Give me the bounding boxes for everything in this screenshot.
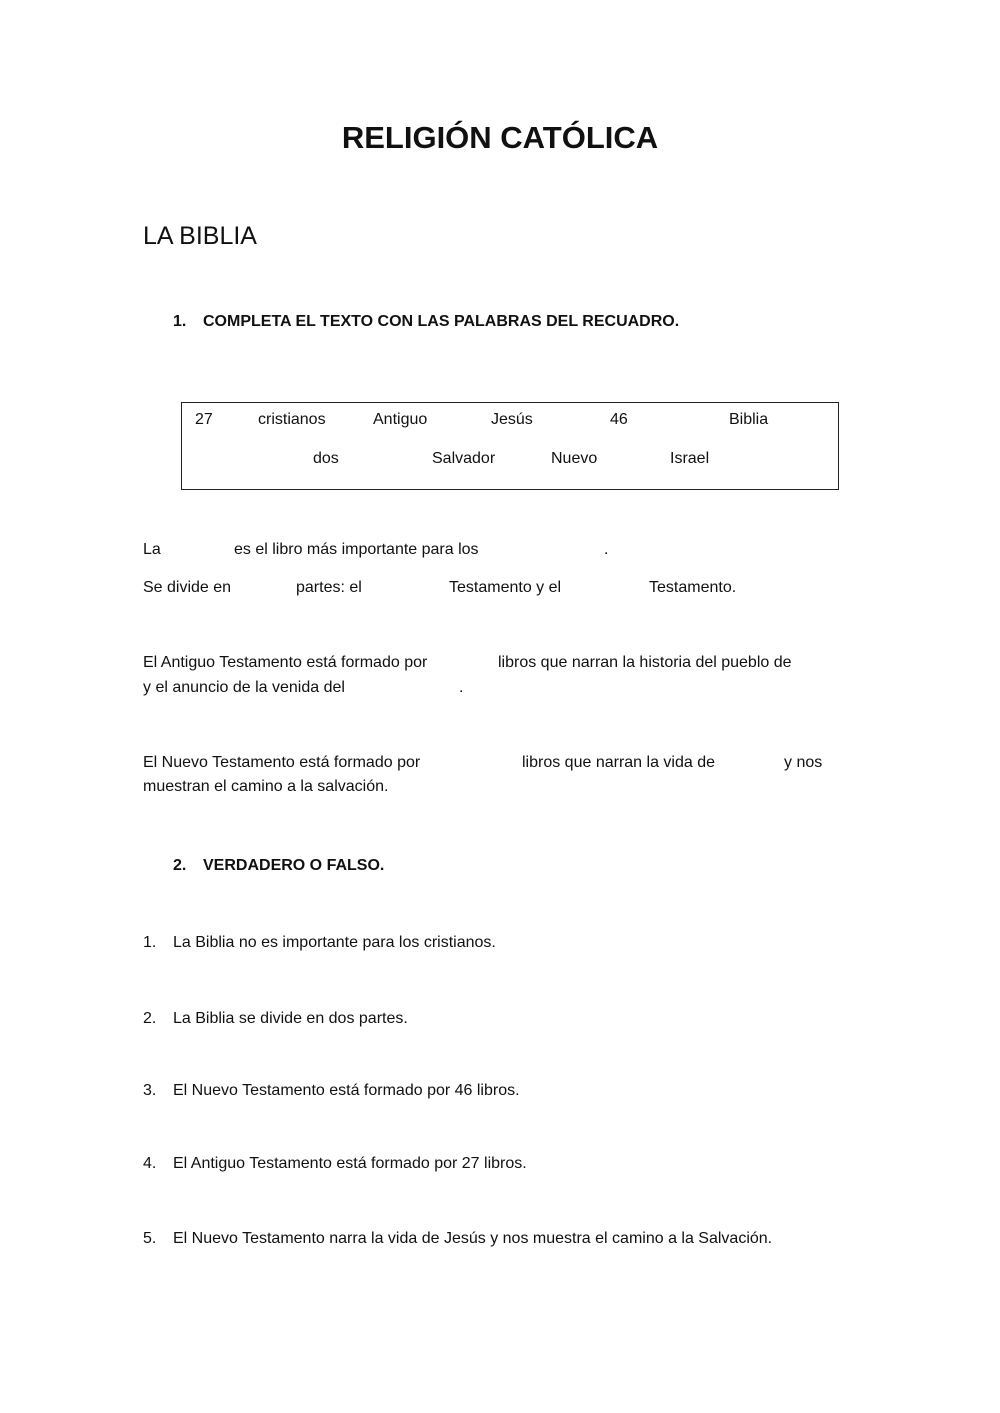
word-bank-item[interactable]: Jesús	[491, 411, 533, 428]
text-fragment: .	[459, 679, 464, 696]
list-item	[143, 1230, 772, 1248]
page-title: RELIGIÓN CATÓLICA	[341, 120, 659, 155]
word-bank-item[interactable]: Biblia	[729, 411, 769, 428]
list-item	[143, 1010, 408, 1028]
item-statement: La Biblia no es importante para los cristianos.	[173, 934, 496, 951]
word-bank-item[interactable]: Nuevo	[551, 450, 598, 467]
text-fragment: El Antiguo Testamento está formado por	[143, 654, 428, 671]
exercise-1-number: 1.	[173, 313, 187, 330]
section-title: LA BIBLIA	[143, 222, 257, 250]
list-item	[143, 1082, 520, 1100]
word-bank-item[interactable]: 27	[195, 411, 213, 428]
item-number: 5.	[143, 1230, 157, 1247]
word-bank-box	[181, 402, 839, 490]
exercise-2-heading-text: VERDADERO O FALSO.	[203, 857, 385, 874]
item-number: 2.	[143, 1010, 157, 1027]
item-number: 1.	[143, 934, 157, 951]
item-statement: La Biblia se divide en dos partes.	[173, 1010, 408, 1027]
word-bank-item[interactable]: Israel	[670, 450, 710, 467]
text-fragment: y nos	[784, 754, 823, 771]
list-item	[143, 1155, 527, 1173]
text-fragment: La	[143, 541, 161, 558]
exercise-1-heading-text: COMPLETA EL TEXTO CON LAS PALABRAS DEL RECUADRO.	[203, 313, 680, 330]
item-number: 4.	[143, 1155, 157, 1172]
text-fragment: Testamento y el	[449, 579, 562, 596]
list-item	[143, 934, 496, 952]
exercise-2-heading	[173, 857, 384, 875]
text-fragment: y el anuncio de la venida del	[143, 679, 345, 696]
word-bank-item[interactable]: dos	[313, 450, 339, 467]
text-fragment: Se divide en	[143, 579, 232, 596]
item-statement: El Antiguo Testamento está formado por 27 libros.	[173, 1155, 527, 1172]
item-statement: El Nuevo Testamento narra la vida de Jesús y nos muestra el camino a la Salvación.	[173, 1230, 773, 1247]
item-statement: El Nuevo Testamento está formado por 46 libros.	[173, 1082, 520, 1099]
word-bank-item[interactable]: Salvador	[432, 450, 496, 467]
text-fragment: es el libro más importante para los	[234, 541, 479, 558]
exercise-1-heading	[173, 313, 679, 331]
text-fragment: libros que narran la historia del pueblo de	[498, 654, 792, 671]
word-bank-item[interactable]: 46	[610, 411, 628, 428]
word-bank-item[interactable]: cristianos	[258, 411, 326, 428]
text-fragment: muestran el camino a la salvación.	[143, 778, 389, 795]
item-number: 3.	[143, 1082, 157, 1099]
text-fragment: .	[604, 541, 609, 558]
text-fragment: Testamento.	[649, 579, 737, 596]
word-bank-item[interactable]: Antiguo	[373, 411, 428, 428]
text-fragment: libros que narran la vida de	[522, 754, 716, 771]
exercise-2-number: 2.	[173, 857, 187, 874]
text-fragment: partes: el	[296, 579, 362, 596]
text-fragment: El Nuevo Testamento está formado por	[143, 754, 421, 771]
